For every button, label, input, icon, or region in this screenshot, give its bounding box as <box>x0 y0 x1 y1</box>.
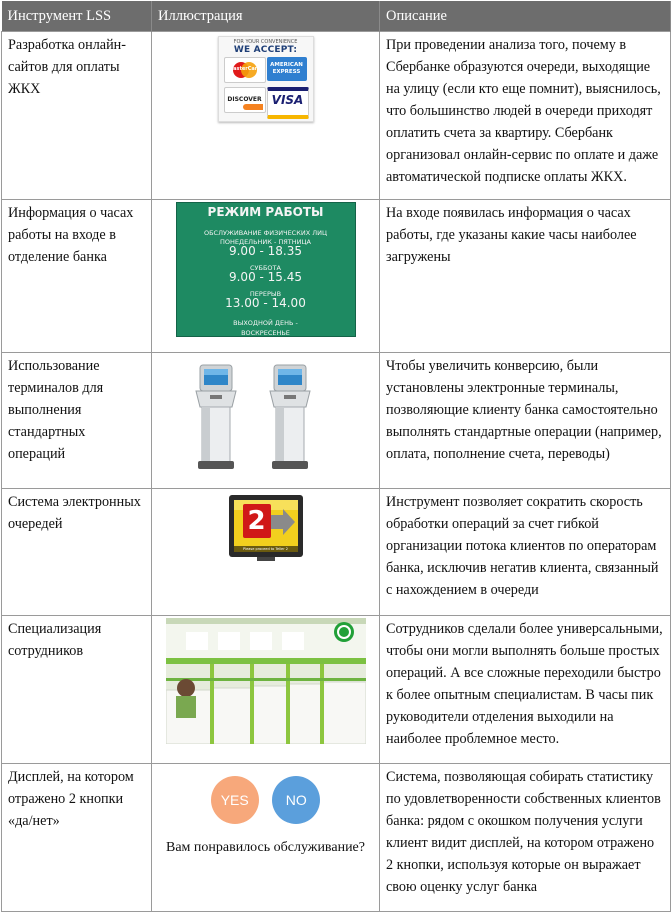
mastercard-card: MasterCard <box>224 57 266 83</box>
illustration-cell <box>152 489 380 616</box>
description-cell: Сотрудников сделали более универсальными, чтобы они могли выполнять больше простых операций. А все сложные переходили быстро к более опытным специалистам. В часы пик руководители отделения выходили на наиболее проблемное место. <box>380 616 671 764</box>
illustration-cell <box>152 616 380 764</box>
table-row <box>2 489 671 616</box>
bank-branch-photo-icon <box>166 618 366 744</box>
table-row <box>2 353 671 489</box>
illustration-cell <box>152 353 380 489</box>
description-cell: На входе появилась информация о часах работы, где указаны какие часы наиболее загружены <box>380 200 671 353</box>
tool-cell: Разработка онлайн-сайтов для оплаты ЖКХ <box>2 32 152 200</box>
header-illustration: Иллюстрация <box>152 1 380 32</box>
description-cell: Система, позволяющая собирать статистику по удовлетворенности собственных клиентов банка: рядом с окошком получения услуги клиент видит дисплей, на котором отражено 2 кнопки, используя которые он выражает свою оценку услуг банка <box>380 764 671 912</box>
discover-card: DISCOVER <box>224 87 266 113</box>
table-header-row <box>2 1 671 32</box>
description-cell: Инструмент позволяет сократить скорость обработки операций за счет гибкой организации потока клиентов по операторам банка, исключив негатив клиента, связанный с нахождением в очереди <box>380 489 671 616</box>
tool-cell: Информация о часах работы на входе в отделение банка <box>2 200 152 353</box>
header-tool: Инструмент LSS <box>2 1 152 32</box>
feedback-buttons <box>158 776 373 824</box>
tool-cell: Система электронных очередей <box>2 489 152 616</box>
illustration-cell <box>152 32 380 200</box>
visa-card: VISA <box>267 87 309 119</box>
schedule-sign-icon: РЕЖИМ РАБОТЫ ОБСЛУЖИВАНИЕ ФИЗИЧЕСКИХ ЛИЦ ПОНЕДЕЛЬНИК - ПЯТНИЦА 9.00 - 18.35 СУББОТА 9.00 - 15.45 ПЕРЕРЫВ 13.00 - 14.00 ВЫХОДНОЙ ДЕНЬ - ВОСКРЕСЕНЬЕ <box>176 202 356 337</box>
queue-display-icon: 2 Please proceed to Teller 2 <box>227 493 305 563</box>
payment-terminals-icon <box>186 355 346 475</box>
table-row <box>2 32 671 200</box>
table-row <box>2 616 671 764</box>
tool-cell: Дисплей, на котором отражено 2 кнопки «да/нет» <box>2 764 152 912</box>
tool-cell: Использование терминалов для выполнения стандартных операций <box>2 353 152 489</box>
illustration-cell <box>152 200 380 353</box>
table-row <box>2 200 671 353</box>
description-cell: При проведении анализа того, почему в Сбербанке образуются очереди, выходящие на улицу (если кто еще помнит), выяснилось, что большинство людей в очереди приходят оплатить счета за квартиру. Сбербанк организовал онлайн-сервис по оплате и даже автоматической подписке оплаты ЖКХ. <box>380 32 671 200</box>
table-row <box>2 764 671 912</box>
yes-button[interactable]: YES <box>211 776 259 824</box>
illustration-cell <box>152 764 380 912</box>
payment-cards-icon: FOR YOUR CONVENIENCE WE ACCEPT: MasterCard AMERICAN EXPRESS DISCOVER VISA <box>218 36 314 122</box>
description-cell: Чтобы увеличить конверсию, были установлены электронные терминалы, позволяющие клиенту банка самостоятельно выполнять стандартные операции (например, оплата, пополнение счета, переводы) <box>380 353 671 489</box>
lss-tools-table <box>1 1 671 912</box>
feedback-question: Вам понравилось обслуживание? <box>165 840 365 855</box>
amex-card: AMERICAN EXPRESS <box>267 57 307 81</box>
header-description: Описание <box>380 1 671 32</box>
tool-cell: Специализация сотрудников <box>2 616 152 764</box>
no-button[interactable]: NO <box>272 776 320 824</box>
